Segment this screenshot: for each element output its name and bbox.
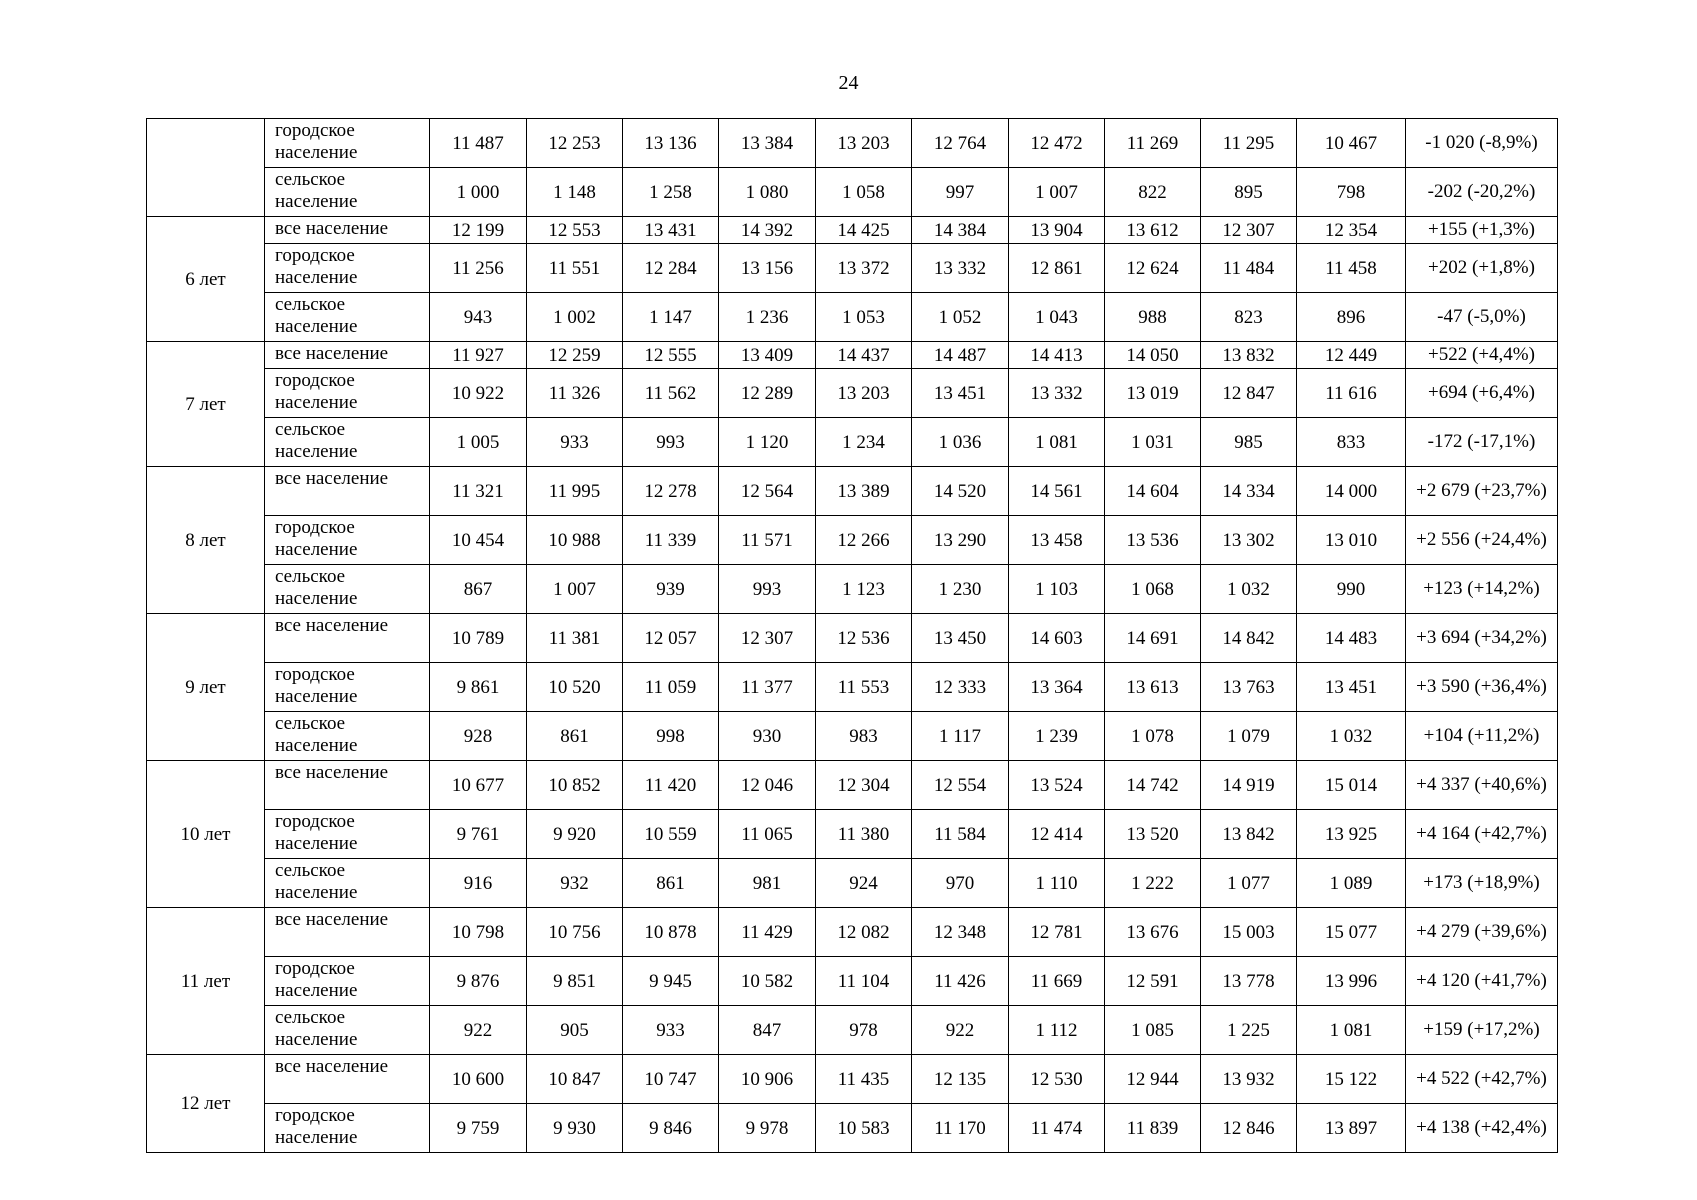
value-cell: 13 832 — [1201, 342, 1297, 369]
value-cell: 1 110 — [1009, 859, 1105, 908]
change-cell: +4 164 (+42,7%) — [1406, 810, 1558, 859]
value-cell: 9 920 — [527, 810, 623, 859]
population-type-cell: все население — [265, 908, 430, 957]
population-type-cell: сельское население — [265, 418, 430, 467]
value-cell: 1 080 — [719, 168, 816, 217]
population-type-cell: городское население — [265, 1104, 430, 1153]
value-cell: 13 364 — [1009, 663, 1105, 712]
value-cell: 13 451 — [1297, 663, 1406, 712]
value-cell: 13 203 — [816, 119, 912, 168]
value-cell: 13 010 — [1297, 516, 1406, 565]
population-type-cell: сельское население — [265, 293, 430, 342]
age-group-cell: 12 лет — [147, 1055, 265, 1153]
value-cell: 12 057 — [623, 614, 719, 663]
value-cell: 12 472 — [1009, 119, 1105, 168]
value-cell: 922 — [912, 1006, 1009, 1055]
value-cell: 14 603 — [1009, 614, 1105, 663]
population-type-cell: все население — [265, 761, 430, 810]
value-cell: 939 — [623, 565, 719, 614]
value-cell: 10 559 — [623, 810, 719, 859]
value-cell: 896 — [1297, 293, 1406, 342]
population-type-cell: городское население — [265, 369, 430, 418]
value-cell: 15 122 — [1297, 1055, 1406, 1104]
value-cell: 11 839 — [1105, 1104, 1201, 1153]
value-cell: 12 199 — [430, 217, 527, 244]
value-cell: 932 — [527, 859, 623, 908]
value-cell: 1 258 — [623, 168, 719, 217]
population-type-cell: городское население — [265, 119, 430, 168]
value-cell: 13 842 — [1201, 810, 1297, 859]
value-cell: 11 426 — [912, 957, 1009, 1006]
value-cell: 12 944 — [1105, 1055, 1201, 1104]
value-cell: 13 332 — [1009, 369, 1105, 418]
table-row — [147, 342, 1558, 369]
value-cell: 847 — [719, 1006, 816, 1055]
value-cell: 1 036 — [912, 418, 1009, 467]
table-row — [147, 1104, 1558, 1153]
value-cell: 9 861 — [430, 663, 527, 712]
table-row — [147, 418, 1558, 467]
value-cell: 10 798 — [430, 908, 527, 957]
value-cell: 12 266 — [816, 516, 912, 565]
value-cell: 985 — [1201, 418, 1297, 467]
value-cell: 978 — [816, 1006, 912, 1055]
value-cell: 1 147 — [623, 293, 719, 342]
value-cell: 13 302 — [1201, 516, 1297, 565]
value-cell: 13 897 — [1297, 1104, 1406, 1153]
table-row — [147, 293, 1558, 342]
value-cell: 13 613 — [1105, 663, 1201, 712]
change-cell: +3 694 (+34,2%) — [1406, 614, 1558, 663]
change-cell: +159 (+17,2%) — [1406, 1006, 1558, 1055]
value-cell: 10 600 — [430, 1055, 527, 1104]
value-cell: 11 584 — [912, 810, 1009, 859]
value-cell: 1 079 — [1201, 712, 1297, 761]
population-type-cell: городское население — [265, 810, 430, 859]
table-row — [147, 217, 1558, 244]
value-cell: 9 759 — [430, 1104, 527, 1153]
change-cell: -1 020 (-8,9%) — [1406, 119, 1558, 168]
table-row — [147, 1055, 1558, 1104]
value-cell: 11 669 — [1009, 957, 1105, 1006]
value-cell: 15 077 — [1297, 908, 1406, 957]
value-cell: 867 — [430, 565, 527, 614]
value-cell: 14 437 — [816, 342, 912, 369]
table-row — [147, 761, 1558, 810]
value-cell: 13 536 — [1105, 516, 1201, 565]
value-cell: 10 677 — [430, 761, 527, 810]
value-cell: 823 — [1201, 293, 1297, 342]
value-cell: 1 077 — [1201, 859, 1297, 908]
value-cell: 13 203 — [816, 369, 912, 418]
value-cell: 13 458 — [1009, 516, 1105, 565]
value-cell: 12 307 — [719, 614, 816, 663]
value-cell: 1 031 — [1105, 418, 1201, 467]
value-cell: 11 551 — [527, 244, 623, 293]
value-cell: 11 269 — [1105, 119, 1201, 168]
value-cell: 905 — [527, 1006, 623, 1055]
value-cell: 13 384 — [719, 119, 816, 168]
table-row — [147, 467, 1558, 516]
value-cell: 14 413 — [1009, 342, 1105, 369]
value-cell: 13 612 — [1105, 217, 1201, 244]
value-cell: 11 104 — [816, 957, 912, 1006]
value-cell: 833 — [1297, 418, 1406, 467]
population-type-cell: все население — [265, 467, 430, 516]
table-row — [147, 859, 1558, 908]
value-cell: 11 059 — [623, 663, 719, 712]
value-cell: 798 — [1297, 168, 1406, 217]
table-row — [147, 810, 1558, 859]
value-cell: 12 861 — [1009, 244, 1105, 293]
value-cell: 11 484 — [1201, 244, 1297, 293]
value-cell: 1 230 — [912, 565, 1009, 614]
value-cell: 12 624 — [1105, 244, 1201, 293]
value-cell: 11 321 — [430, 467, 527, 516]
change-cell: +155 (+1,3%) — [1406, 217, 1558, 244]
value-cell: 922 — [430, 1006, 527, 1055]
value-cell: 14 334 — [1201, 467, 1297, 516]
change-cell: -47 (-5,0%) — [1406, 293, 1558, 342]
value-cell: 11 380 — [816, 810, 912, 859]
value-cell: 1 085 — [1105, 1006, 1201, 1055]
value-cell: 983 — [816, 712, 912, 761]
value-cell: 1 052 — [912, 293, 1009, 342]
page-number: 24 — [838, 72, 859, 94]
table-row — [147, 1006, 1558, 1055]
value-cell: 9 945 — [623, 957, 719, 1006]
value-cell: 11 170 — [912, 1104, 1009, 1153]
value-cell: 924 — [816, 859, 912, 908]
value-cell: 822 — [1105, 168, 1201, 217]
value-cell: 1 103 — [1009, 565, 1105, 614]
value-cell: 1 007 — [527, 565, 623, 614]
value-cell: 13 290 — [912, 516, 1009, 565]
value-cell: 14 487 — [912, 342, 1009, 369]
value-cell: 12 591 — [1105, 957, 1201, 1006]
value-cell: 10 747 — [623, 1055, 719, 1104]
value-cell: 1 225 — [1201, 1006, 1297, 1055]
change-cell: +3 590 (+36,4%) — [1406, 663, 1558, 712]
value-cell: 861 — [623, 859, 719, 908]
population-type-cell: сельское население — [265, 565, 430, 614]
change-cell: +4 522 (+42,7%) — [1406, 1055, 1558, 1104]
value-cell: 1 032 — [1201, 565, 1297, 614]
value-cell: 11 927 — [430, 342, 527, 369]
value-cell: 1 120 — [719, 418, 816, 467]
value-cell: 15 003 — [1201, 908, 1297, 957]
value-cell: 1 053 — [816, 293, 912, 342]
value-cell: 11 381 — [527, 614, 623, 663]
value-cell: 12 333 — [912, 663, 1009, 712]
value-cell: 13 389 — [816, 467, 912, 516]
population-type-cell: городское население — [265, 244, 430, 293]
change-cell: +522 (+4,4%) — [1406, 342, 1558, 369]
value-cell: 14 520 — [912, 467, 1009, 516]
value-cell: 11 474 — [1009, 1104, 1105, 1153]
value-cell: 928 — [430, 712, 527, 761]
value-cell: 12 555 — [623, 342, 719, 369]
value-cell: 11 429 — [719, 908, 816, 957]
value-cell: 13 451 — [912, 369, 1009, 418]
table-row — [147, 369, 1558, 418]
value-cell: 11 256 — [430, 244, 527, 293]
population-type-cell: все население — [265, 217, 430, 244]
value-cell: 1 068 — [1105, 565, 1201, 614]
value-cell: 13 925 — [1297, 810, 1406, 859]
value-cell: 14 561 — [1009, 467, 1105, 516]
value-cell: 1 112 — [1009, 1006, 1105, 1055]
value-cell: 10 454 — [430, 516, 527, 565]
value-cell: 1 043 — [1009, 293, 1105, 342]
value-cell: 1 234 — [816, 418, 912, 467]
value-cell: 13 778 — [1201, 957, 1297, 1006]
value-cell: 13 996 — [1297, 957, 1406, 1006]
value-cell: 1 081 — [1009, 418, 1105, 467]
value-cell: 11 458 — [1297, 244, 1406, 293]
value-cell: 12 278 — [623, 467, 719, 516]
value-cell: 13 372 — [816, 244, 912, 293]
value-cell: 11 616 — [1297, 369, 1406, 418]
value-cell: 13 136 — [623, 119, 719, 168]
value-cell: 1 002 — [527, 293, 623, 342]
value-cell: 12 449 — [1297, 342, 1406, 369]
change-cell: -202 (-20,2%) — [1406, 168, 1558, 217]
table-row — [147, 663, 1558, 712]
value-cell: 12 553 — [527, 217, 623, 244]
value-cell: 10 789 — [430, 614, 527, 663]
value-cell: 12 082 — [816, 908, 912, 957]
value-cell: 988 — [1105, 293, 1201, 342]
value-cell: 10 467 — [1297, 119, 1406, 168]
value-cell: 1 032 — [1297, 712, 1406, 761]
value-cell: 993 — [719, 565, 816, 614]
change-cell: +4 279 (+39,6%) — [1406, 908, 1558, 957]
value-cell: 1 089 — [1297, 859, 1406, 908]
value-cell: 930 — [719, 712, 816, 761]
population-type-cell: городское население — [265, 957, 430, 1006]
value-cell: 13 450 — [912, 614, 1009, 663]
value-cell: 11 553 — [816, 663, 912, 712]
table-row — [147, 614, 1558, 663]
value-cell: 14 691 — [1105, 614, 1201, 663]
value-cell: 13 524 — [1009, 761, 1105, 810]
value-cell: 10 988 — [527, 516, 623, 565]
value-cell: 12 554 — [912, 761, 1009, 810]
population-type-cell: городское население — [265, 516, 430, 565]
value-cell: 14 842 — [1201, 614, 1297, 663]
change-cell: +4 120 (+41,7%) — [1406, 957, 1558, 1006]
value-cell: 12 135 — [912, 1055, 1009, 1104]
value-cell: 11 377 — [719, 663, 816, 712]
change-cell: +694 (+6,4%) — [1406, 369, 1558, 418]
value-cell: 12 253 — [527, 119, 623, 168]
change-cell: -172 (-17,1%) — [1406, 418, 1558, 467]
value-cell: 981 — [719, 859, 816, 908]
value-cell: 997 — [912, 168, 1009, 217]
value-cell: 13 904 — [1009, 217, 1105, 244]
value-cell: 11 339 — [623, 516, 719, 565]
value-cell: 12 764 — [912, 119, 1009, 168]
value-cell: 12 846 — [1201, 1104, 1297, 1153]
population-type-cell: сельское население — [265, 1006, 430, 1055]
value-cell: 12 564 — [719, 467, 816, 516]
value-cell: 12 307 — [1201, 217, 1297, 244]
value-cell: 12 781 — [1009, 908, 1105, 957]
population-type-cell: сельское население — [265, 712, 430, 761]
population-type-cell: городское население — [265, 663, 430, 712]
value-cell: 9 876 — [430, 957, 527, 1006]
age-group-cell — [147, 119, 265, 217]
value-cell: 14 604 — [1105, 467, 1201, 516]
value-cell: 993 — [623, 418, 719, 467]
value-cell: 10 852 — [527, 761, 623, 810]
value-cell: 9 846 — [623, 1104, 719, 1153]
value-cell: 14 384 — [912, 217, 1009, 244]
value-cell: 13 676 — [1105, 908, 1201, 957]
table-row — [147, 244, 1558, 293]
value-cell: 14 392 — [719, 217, 816, 244]
age-group-cell: 10 лет — [147, 761, 265, 908]
change-cell: +4 337 (+40,6%) — [1406, 761, 1558, 810]
change-cell: +104 (+11,2%) — [1406, 712, 1558, 761]
value-cell: 15 014 — [1297, 761, 1406, 810]
value-cell: 13 520 — [1105, 810, 1201, 859]
population-type-cell: сельское население — [265, 168, 430, 217]
table-row — [147, 957, 1558, 1006]
value-cell: 13 332 — [912, 244, 1009, 293]
age-group-cell: 9 лет — [147, 614, 265, 761]
population-table — [146, 118, 1558, 1153]
value-cell: 1 117 — [912, 712, 1009, 761]
value-cell: 11 571 — [719, 516, 816, 565]
value-cell: 10 583 — [816, 1104, 912, 1153]
value-cell: 14 919 — [1201, 761, 1297, 810]
change-cell: +4 138 (+42,4%) — [1406, 1104, 1558, 1153]
value-cell: 12 530 — [1009, 1055, 1105, 1104]
value-cell: 11 326 — [527, 369, 623, 418]
value-cell: 14 483 — [1297, 614, 1406, 663]
age-group-cell: 8 лет — [147, 467, 265, 614]
value-cell: 970 — [912, 859, 1009, 908]
table-row — [147, 712, 1558, 761]
table-row — [147, 168, 1558, 217]
value-cell: 1 078 — [1105, 712, 1201, 761]
value-cell: 12 536 — [816, 614, 912, 663]
table-row — [147, 908, 1558, 957]
value-cell: 11 295 — [1201, 119, 1297, 168]
value-cell: 10 582 — [719, 957, 816, 1006]
value-cell: 14 425 — [816, 217, 912, 244]
value-cell: 12 046 — [719, 761, 816, 810]
value-cell: 12 847 — [1201, 369, 1297, 418]
value-cell: 12 348 — [912, 908, 1009, 957]
value-cell: 12 304 — [816, 761, 912, 810]
value-cell: 998 — [623, 712, 719, 761]
value-cell: 14 050 — [1105, 342, 1201, 369]
value-cell: 14 000 — [1297, 467, 1406, 516]
value-cell: 11 562 — [623, 369, 719, 418]
value-cell: 11 435 — [816, 1055, 912, 1104]
value-cell: 933 — [623, 1006, 719, 1055]
population-type-cell: все население — [265, 1055, 430, 1104]
value-cell: 916 — [430, 859, 527, 908]
table-row — [147, 119, 1558, 168]
value-cell: 11 065 — [719, 810, 816, 859]
value-cell: 13 431 — [623, 217, 719, 244]
value-cell: 10 878 — [623, 908, 719, 957]
value-cell: 1 239 — [1009, 712, 1105, 761]
value-cell: 11 995 — [527, 467, 623, 516]
change-cell: +2 556 (+24,4%) — [1406, 516, 1558, 565]
value-cell: 9 851 — [527, 957, 623, 1006]
change-cell: +173 (+18,9%) — [1406, 859, 1558, 908]
table-row — [147, 516, 1558, 565]
value-cell: 12 259 — [527, 342, 623, 369]
age-group-cell: 7 лет — [147, 342, 265, 467]
value-cell: 11 487 — [430, 119, 527, 168]
value-cell: 13 763 — [1201, 663, 1297, 712]
value-cell: 1 007 — [1009, 168, 1105, 217]
population-type-cell: все население — [265, 342, 430, 369]
value-cell: 1 222 — [1105, 859, 1201, 908]
value-cell: 10 906 — [719, 1055, 816, 1104]
value-cell: 10 847 — [527, 1055, 623, 1104]
value-cell: 13 409 — [719, 342, 816, 369]
population-type-cell: сельское население — [265, 859, 430, 908]
value-cell: 9 978 — [719, 1104, 816, 1153]
value-cell: 9 761 — [430, 810, 527, 859]
value-cell: 14 742 — [1105, 761, 1201, 810]
value-cell: 1 236 — [719, 293, 816, 342]
population-type-cell: все население — [265, 614, 430, 663]
value-cell: 12 354 — [1297, 217, 1406, 244]
value-cell: 12 284 — [623, 244, 719, 293]
change-cell: +2 679 (+23,7%) — [1406, 467, 1558, 516]
age-group-cell: 6 лет — [147, 217, 265, 342]
change-cell: +123 (+14,2%) — [1406, 565, 1558, 614]
age-group-cell: 11 лет — [147, 908, 265, 1055]
value-cell: 1 058 — [816, 168, 912, 217]
value-cell: 1 081 — [1297, 1006, 1406, 1055]
value-cell: 1 005 — [430, 418, 527, 467]
value-cell: 10 922 — [430, 369, 527, 418]
value-cell: 933 — [527, 418, 623, 467]
value-cell: 13 156 — [719, 244, 816, 293]
value-cell: 1 123 — [816, 565, 912, 614]
value-cell: 9 930 — [527, 1104, 623, 1153]
value-cell: 12 414 — [1009, 810, 1105, 859]
value-cell: 11 420 — [623, 761, 719, 810]
table-row — [147, 565, 1558, 614]
value-cell: 10 520 — [527, 663, 623, 712]
value-cell: 895 — [1201, 168, 1297, 217]
value-cell: 12 289 — [719, 369, 816, 418]
value-cell: 861 — [527, 712, 623, 761]
value-cell: 943 — [430, 293, 527, 342]
value-cell: 10 756 — [527, 908, 623, 957]
value-cell: 1 000 — [430, 168, 527, 217]
value-cell: 1 148 — [527, 168, 623, 217]
change-cell: +202 (+1,8%) — [1406, 244, 1558, 293]
value-cell: 13 019 — [1105, 369, 1201, 418]
value-cell: 990 — [1297, 565, 1406, 614]
value-cell: 13 932 — [1201, 1055, 1297, 1104]
